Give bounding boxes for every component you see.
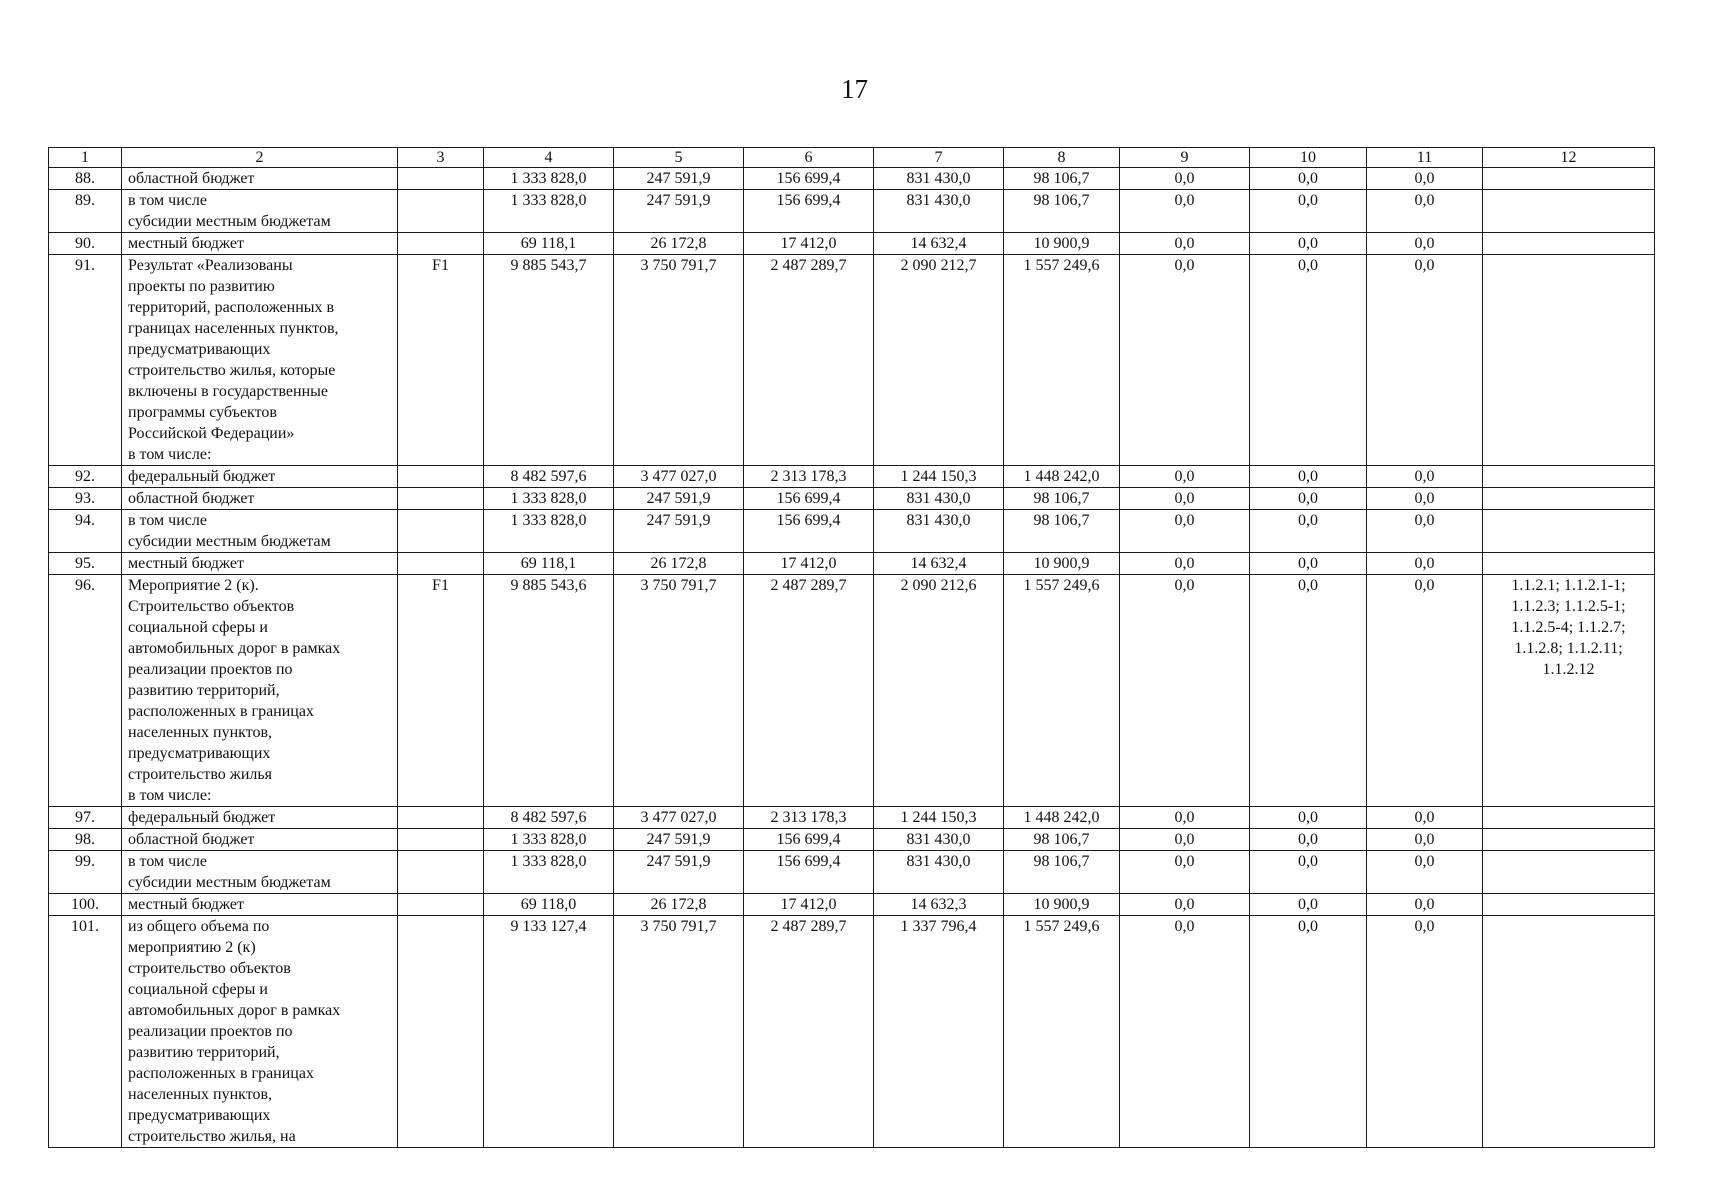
budget-table	[48, 147, 1655, 1148]
row-code	[398, 233, 484, 255]
value-cell: 1 557 249,6	[1004, 916, 1120, 1148]
column-header: 5	[614, 148, 744, 168]
row-number: 96.	[49, 575, 122, 807]
row-refs: 1.1.2.1; 1.1.2.1-1; 1.1.2.3; 1.1.2.5-1; 1.1.2.5-4; 1.1.2.7; 1.1.2.8; 1.1.2.11; 1.1.2.12	[1483, 575, 1655, 807]
row-number: 91.	[49, 255, 122, 466]
row-refs	[1483, 466, 1655, 488]
value-cell: 26 172,8	[614, 553, 744, 575]
value-cell: 247 591,9	[614, 851, 744, 894]
row-number: 93.	[49, 488, 122, 510]
row-name: местный бюджет	[122, 553, 398, 575]
value-cell: 9 133 127,4	[484, 916, 614, 1148]
row-refs	[1483, 233, 1655, 255]
value-cell: 0,0	[1367, 894, 1483, 916]
value-cell: 0,0	[1120, 510, 1250, 553]
row-number: 95.	[49, 553, 122, 575]
column-header: 11	[1367, 148, 1483, 168]
value-cell: 156 699,4	[744, 851, 874, 894]
value-cell: 0,0	[1367, 233, 1483, 255]
value-cell: 0,0	[1250, 488, 1367, 510]
value-cell: 0,0	[1250, 190, 1367, 233]
table-row	[49, 894, 1655, 916]
value-cell: 0,0	[1120, 575, 1250, 807]
row-code	[398, 851, 484, 894]
value-cell: 1 333 828,0	[484, 851, 614, 894]
value-cell: 0,0	[1120, 553, 1250, 575]
value-cell: 831 430,0	[874, 190, 1004, 233]
table-row	[49, 916, 1655, 1148]
value-cell: 0,0	[1120, 807, 1250, 829]
row-number: 97.	[49, 807, 122, 829]
value-cell: 247 591,9	[614, 510, 744, 553]
row-code	[398, 894, 484, 916]
value-cell: 0,0	[1250, 168, 1367, 190]
value-cell: 0,0	[1367, 553, 1483, 575]
value-cell: 17 412,0	[744, 894, 874, 916]
value-cell: 0,0	[1250, 916, 1367, 1148]
value-cell: 1 244 150,3	[874, 807, 1004, 829]
value-cell: 3 750 791,7	[614, 575, 744, 807]
value-cell: 14 632,3	[874, 894, 1004, 916]
column-header: 2	[122, 148, 398, 168]
row-name: областной бюджет	[122, 168, 398, 190]
value-cell: 0,0	[1367, 510, 1483, 553]
value-cell: 2 487 289,7	[744, 255, 874, 466]
row-refs	[1483, 255, 1655, 466]
row-name: в том числе субсидии местным бюджетам	[122, 190, 398, 233]
value-cell: 0,0	[1120, 168, 1250, 190]
value-cell: 0,0	[1250, 575, 1367, 807]
value-cell: 14 632,4	[874, 553, 1004, 575]
value-cell: 156 699,4	[744, 190, 874, 233]
column-header: 1	[49, 148, 122, 168]
value-cell: 247 591,9	[614, 190, 744, 233]
value-cell: 0,0	[1250, 851, 1367, 894]
value-cell: 17 412,0	[744, 553, 874, 575]
value-cell: 3 477 027,0	[614, 807, 744, 829]
row-name: областной бюджет	[122, 829, 398, 851]
value-cell: 10 900,9	[1004, 233, 1120, 255]
row-refs	[1483, 851, 1655, 894]
value-cell: 17 412,0	[744, 233, 874, 255]
row-refs	[1483, 553, 1655, 575]
value-cell: 0,0	[1367, 168, 1483, 190]
value-cell: 156 699,4	[744, 510, 874, 553]
row-refs	[1483, 829, 1655, 851]
table-row	[49, 190, 1655, 233]
row-refs	[1483, 807, 1655, 829]
value-cell: 98 106,7	[1004, 488, 1120, 510]
table-row	[49, 575, 1655, 807]
value-cell: 98 106,7	[1004, 510, 1120, 553]
value-cell: 831 430,0	[874, 488, 1004, 510]
value-cell: 98 106,7	[1004, 829, 1120, 851]
value-cell: 1 333 828,0	[484, 488, 614, 510]
row-refs	[1483, 894, 1655, 916]
value-cell: 8 482 597,6	[484, 807, 614, 829]
value-cell: 0,0	[1250, 510, 1367, 553]
column-header: 12	[1483, 148, 1655, 168]
value-cell: 98 106,7	[1004, 190, 1120, 233]
value-cell: 26 172,8	[614, 894, 744, 916]
value-cell: 0,0	[1367, 575, 1483, 807]
value-cell: 0,0	[1120, 851, 1250, 894]
value-cell: 0,0	[1250, 829, 1367, 851]
row-number: 90.	[49, 233, 122, 255]
column-header: 3	[398, 148, 484, 168]
row-number: 98.	[49, 829, 122, 851]
value-cell: 0,0	[1367, 851, 1483, 894]
value-cell: 831 430,0	[874, 851, 1004, 894]
value-cell: 0,0	[1120, 190, 1250, 233]
table-row	[49, 553, 1655, 575]
row-code	[398, 190, 484, 233]
row-refs	[1483, 168, 1655, 190]
value-cell: 0,0	[1250, 894, 1367, 916]
value-cell: 1 337 796,4	[874, 916, 1004, 1148]
table-row	[49, 255, 1655, 466]
row-refs	[1483, 916, 1655, 1148]
row-code: F1	[398, 575, 484, 807]
row-name: из общего объема по мероприятию 2 (к) строительство объектов социальной сферы и автомобильных дорог в рамках реализации проектов по развитию территорий, расположенных в границах населенных пунктов, предусматривающих строительство жилья, на	[122, 916, 398, 1148]
value-cell: 14 632,4	[874, 233, 1004, 255]
row-code	[398, 916, 484, 1148]
value-cell: 0,0	[1367, 488, 1483, 510]
value-cell: 831 430,0	[874, 168, 1004, 190]
value-cell: 26 172,8	[614, 233, 744, 255]
row-code	[398, 553, 484, 575]
value-cell: 0,0	[1367, 829, 1483, 851]
row-number: 88.	[49, 168, 122, 190]
column-header: 6	[744, 148, 874, 168]
value-cell: 156 699,4	[744, 168, 874, 190]
value-cell: 0,0	[1367, 807, 1483, 829]
row-code	[398, 829, 484, 851]
row-code	[398, 466, 484, 488]
table-row	[49, 851, 1655, 894]
value-cell: 1 333 828,0	[484, 510, 614, 553]
value-cell: 69 118,1	[484, 553, 614, 575]
value-cell: 69 118,1	[484, 233, 614, 255]
value-cell: 247 591,9	[614, 168, 744, 190]
table-row	[49, 807, 1655, 829]
value-cell: 0,0	[1120, 829, 1250, 851]
value-cell: 0,0	[1120, 233, 1250, 255]
value-cell: 10 900,9	[1004, 894, 1120, 916]
row-number: 94.	[49, 510, 122, 553]
value-cell: 98 106,7	[1004, 851, 1120, 894]
column-header: 7	[874, 148, 1004, 168]
row-name: местный бюджет	[122, 894, 398, 916]
value-cell: 247 591,9	[614, 488, 744, 510]
row-code	[398, 168, 484, 190]
table-row	[49, 233, 1655, 255]
table-row	[49, 829, 1655, 851]
table-row	[49, 488, 1655, 510]
value-cell: 3 750 791,7	[614, 255, 744, 466]
header-row	[49, 148, 1655, 168]
page-number: 17	[841, 74, 868, 104]
value-cell: 0,0	[1367, 190, 1483, 233]
value-cell: 2 487 289,7	[744, 575, 874, 807]
value-cell: 1 448 242,0	[1004, 466, 1120, 488]
value-cell: 2 090 212,6	[874, 575, 1004, 807]
row-name: в том числе субсидии местным бюджетам	[122, 851, 398, 894]
value-cell: 831 430,0	[874, 510, 1004, 553]
value-cell: 9 885 543,7	[484, 255, 614, 466]
value-cell: 3 750 791,7	[614, 916, 744, 1148]
value-cell: 69 118,0	[484, 894, 614, 916]
value-cell: 0,0	[1120, 255, 1250, 466]
column-header: 9	[1120, 148, 1250, 168]
value-cell: 1 333 828,0	[484, 168, 614, 190]
row-number: 99.	[49, 851, 122, 894]
value-cell: 1 333 828,0	[484, 829, 614, 851]
row-name: федеральный бюджет	[122, 807, 398, 829]
value-cell: 1 244 150,3	[874, 466, 1004, 488]
value-cell: 0,0	[1250, 807, 1367, 829]
value-cell: 0,0	[1250, 233, 1367, 255]
value-cell: 1 448 242,0	[1004, 807, 1120, 829]
value-cell: 2 313 178,3	[744, 807, 874, 829]
row-name: Результат «Реализованы проекты по развитию территорий, расположенных в границах населенных пунктов, предусматривающих строительство жилья, которые включены в государственные программы субъектов Российской Федерации» в том числе:	[122, 255, 398, 466]
row-number: 89.	[49, 190, 122, 233]
value-cell: 0,0	[1250, 466, 1367, 488]
column-header: 8	[1004, 148, 1120, 168]
row-refs	[1483, 190, 1655, 233]
value-cell: 0,0	[1120, 894, 1250, 916]
value-cell: 0,0	[1367, 255, 1483, 466]
value-cell: 9 885 543,6	[484, 575, 614, 807]
value-cell: 2 313 178,3	[744, 466, 874, 488]
value-cell: 0,0	[1250, 255, 1367, 466]
value-cell: 831 430,0	[874, 829, 1004, 851]
value-cell: 0,0	[1120, 488, 1250, 510]
row-number: 92.	[49, 466, 122, 488]
value-cell: 2 487 289,7	[744, 916, 874, 1148]
column-header: 4	[484, 148, 614, 168]
row-name: Мероприятие 2 (к). Строительство объектов социальной сферы и автомобильных дорог в рамках реализации проектов по развитию территорий, расположенных в границах населенных пунктов, предусматривающих строительство жилья в том числе:	[122, 575, 398, 807]
value-cell: 0,0	[1367, 916, 1483, 1148]
value-cell: 1 557 249,6	[1004, 255, 1120, 466]
value-cell: 0,0	[1250, 553, 1367, 575]
value-cell: 10 900,9	[1004, 553, 1120, 575]
row-number: 101.	[49, 916, 122, 1148]
row-name: областной бюджет	[122, 488, 398, 510]
value-cell: 156 699,4	[744, 488, 874, 510]
table-row	[49, 466, 1655, 488]
value-cell: 3 477 027,0	[614, 466, 744, 488]
value-cell: 8 482 597,6	[484, 466, 614, 488]
row-refs	[1483, 510, 1655, 553]
table-row	[49, 510, 1655, 553]
row-number: 100.	[49, 894, 122, 916]
value-cell: 98 106,7	[1004, 168, 1120, 190]
value-cell: 2 090 212,7	[874, 255, 1004, 466]
row-name: в том числе субсидии местным бюджетам	[122, 510, 398, 553]
value-cell: 0,0	[1120, 466, 1250, 488]
value-cell: 0,0	[1367, 466, 1483, 488]
row-code	[398, 488, 484, 510]
row-name: федеральный бюджет	[122, 466, 398, 488]
row-code	[398, 510, 484, 553]
column-header: 10	[1250, 148, 1367, 168]
value-cell: 156 699,4	[744, 829, 874, 851]
value-cell: 1 333 828,0	[484, 190, 614, 233]
row-refs	[1483, 488, 1655, 510]
table-row	[49, 168, 1655, 190]
value-cell: 0,0	[1120, 916, 1250, 1148]
value-cell: 1 557 249,6	[1004, 575, 1120, 807]
row-name: местный бюджет	[122, 233, 398, 255]
row-code	[398, 807, 484, 829]
value-cell: 247 591,9	[614, 829, 744, 851]
row-code: F1	[398, 255, 484, 466]
